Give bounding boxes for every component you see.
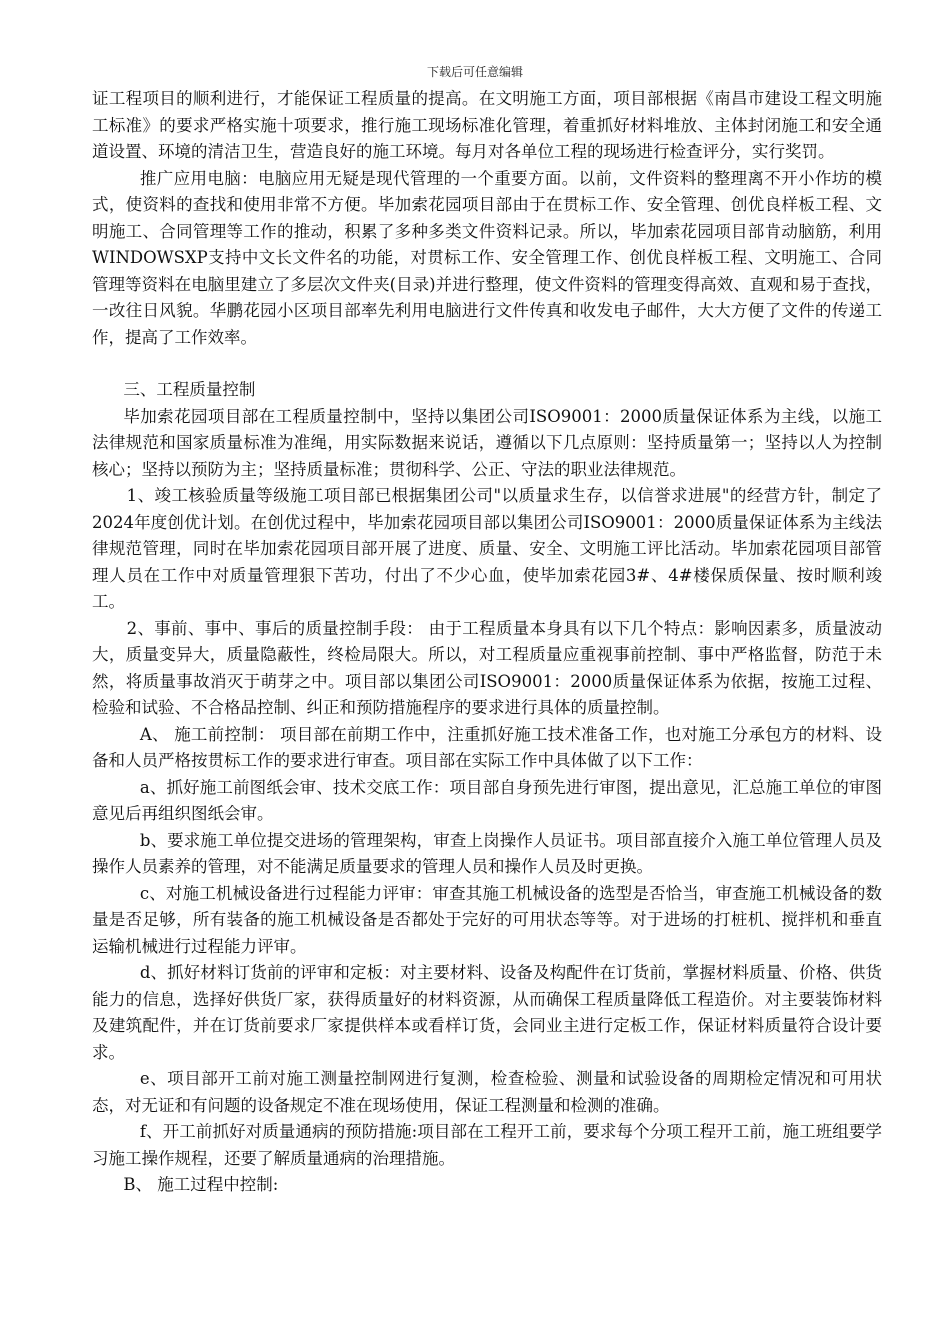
page-header: 下载后可任意编辑 — [426, 65, 523, 79]
paragraph-in-process-control: B、 施工过程中控制: — [123, 1175, 279, 1194]
paragraph-completion-inspection: 1、竣工核验质量等级施工项目部已根据集团公司"以质量求生存，以信誉求进展"的经营方针，制定了2024年度创优计划。在创优过程中，毕加索花园项目部以集团公司ISO9001：2000质量保证体系为主线法律规范管理，同时在毕加索花园项目部开展了进度、质量、安全、文明施工评比活动。毕加索花园项目部管理人员在工作中对质量管理狠下苦功，付出了不少心血，使毕加索花园3#、4#楼保质保量、按时顺利竣工。 — [92, 486, 882, 611]
paragraph-quality-principles: 毕加索花园项目部在工程质量控制中，坚持以集团公司ISO9001：2000质量保证体系为主线，以施工法律规范和国家质量标准为准绳，用实际数据来说话，遵循以下几点原则：坚持质量第一；坚持以人为控制核心；坚持以预防为主；坚持质量标准；贯彻科学、公正、守法的职业法律规范。 — [92, 406, 882, 479]
list-item-c: c、对施工机械设备进行过程能力评审：审查其施工机械设备的选型是否恰当，审查施工机械设备的数量是否足够，所有装备的施工机械设备是否都处于完好的可用状态等等。对于进场的打桩机、搅拌机和垂直运输机械进行过程能力评审。 — [92, 883, 882, 956]
list-item-b: b、要求施工单位提交进场的管理架构，审查上岗操作人员证书。项目部直接介入施工单位管理人员及操作人员素养的管理，对不能满足质量要求的管理人员和操作人员及时更换。 — [92, 830, 882, 876]
section-heading-quality-control: 三、工程质量控制 — [123, 380, 256, 399]
list-item-f: f、开工前抓好对质量通病的预防措施:项目部在工程开工前，要求每个分项工程开工前，施工班组要学习施工操作规程，还要了解质量通病的治理措施。 — [92, 1122, 882, 1168]
section-spacer — [92, 351, 882, 377]
paragraph-pre-construction-control: A、 施工前控制： 项目部在前期工作中，注重抓好施工技术准备工作，也对施工分承包方的材料、设备和人员严格按贯标工作的要求进行审查。项目部在实际工作中具体做了以下工作： — [92, 724, 882, 770]
document-body — [92, 86, 882, 1199]
list-item-d: d、抓好材料订货前的评审和定板：对主要材料、设备及构配件在订货前，掌握材料质量、价格、供货能力的信息，选择好供货厂家，获得质量好的材料资源，从而确保工程质量降低工程造价。对主要装饰材料及建筑配件，并在订货前要求厂家提供样本或看样订货，会同业主进行定板工作，保证材料质量符合设计要求。 — [92, 963, 882, 1062]
list-item-a: a、抓好施工前图纸会审、技术交底工作：项目部自身预先进行审图，提出意见，汇总施工单位的审图意见后再组织图纸会审。 — [92, 777, 882, 823]
paragraph-civilized-construction: 证工程项目的顺利进行，才能保证工程质量的提高。在文明施工方面，项目部根据《南昌市建设工程文明施工标准》的要求严格实施十项要求，推行施工现场标准化管理，着重抓好材料堆放、主体封闭施工和安全通道设置、环境的清洁卫生，营造良好的施工环境。每月对各单位工程的现场进行检查评分，实行奖罚。 — [92, 89, 882, 161]
paragraph-computer-application: 推广应用电脑：电脑应用无疑是现代管理的一个重要方面。以前，文件资料的整理离不开小作坊的模式，使资料的查找和使用非常不方便。毕加索花园项目部由于在贯标工作、安全管理、创优良样板工程、文明施工、合同管理等工作的推动，积累了多种多类文件资料记录。所以，毕加索花园项目部肯动脑筋，利用WINDOWSXP支持中文长文件名的功能，对贯标工作、安全管理工作、创优良样板工程、文明施工、合同管理等资料在电脑里建立了多层次文件夹(目录)并进行整理，使文件资料的管理变得高效、直观和易于查找，一改往日风貌。华鹏花园小区项目部率先利用电脑进行文件传真和收发电子邮件，大大方便了文件的传递工作，提高了工作效率。 — [92, 168, 882, 347]
list-item-e: e、项目部开工前对施工测量控制网进行复测，检查检验、测量和试验设备的周期检定情况和可用状态，对无证和有问题的设备规定不准在现场使用，保证工程测量和检测的准确。 — [92, 1069, 882, 1115]
paragraph-quality-control-means: 2、事前、事中、事后的质量控制手段： 由于工程质量本身具有以下几个特点：影响因素多，质量波动大，质量变异大，质量隐蔽性，终检局限大。所以，对工程质量应重视事前控制、事中严格监督，防范于未然，将质量事故消灭于萌芽之中。项目部以集团公司ISO9001：2000质量保证体系为依据，按施工过程、检验和试验、不合格品控制、纠正和预防措施程序的要求进行具体的质量控制。 — [92, 618, 882, 717]
